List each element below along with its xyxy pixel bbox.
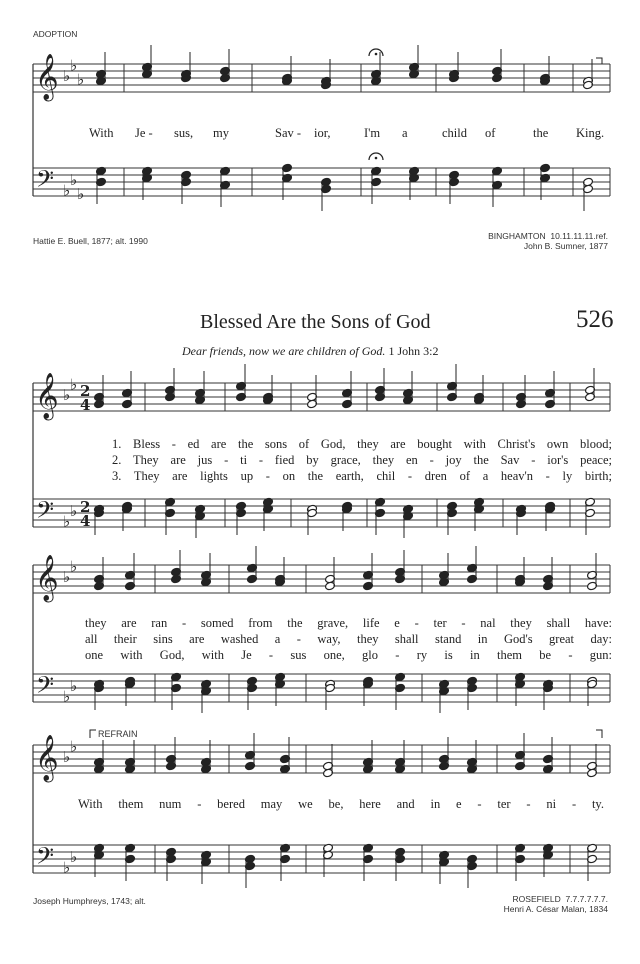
tune-name: ROSEFIELD [512,894,561,904]
treble-clef-icon: 𝄞 [35,373,59,419]
flat-icon: ♭ [63,568,71,586]
top-lyric-word: ior, [314,126,331,140]
treble-clef-icon: 𝄞 [35,54,59,100]
time-signature-bottom: 4 [80,512,91,530]
hymn-title: Blessed Are the Sons of God [200,311,431,333]
flat-icon: ♭ [77,70,85,89]
flat-icon: ♭ [63,858,71,877]
s1-verse-1: 1. Bless - ed are the sons of God, they are bought with Christ's own blood; [112,437,612,451]
flat-icon: ♭ [63,67,71,85]
top-words-credit: Hattie E. Buell, 1877; alt. 1990 [33,236,148,246]
top-lyric-word: child [442,126,467,140]
refrain-end-bracket [596,730,602,738]
bass-clef-icon: 𝄢 [36,842,55,875]
time-signature-top: 2 [80,382,91,400]
top-lyric-word: I'm [364,126,381,140]
top-composer: John B. Sumner, 1877 [523,241,608,251]
bass-clef-icon: 𝄢 [36,496,55,529]
flat-icon: ♭ [63,687,71,706]
top-tune-credit [488,231,608,251]
s2-verse-2: all their sins are washed a - way, they shall stand in God's great day: [85,632,612,646]
flat-icon: ♭ [70,502,78,520]
flat-icon: ♭ [63,386,71,404]
flat-icon: ♭ [77,185,85,203]
tune-label-adoption: ADOPTION [33,29,78,39]
flat-icon: ♭ [70,677,78,695]
flat-icon: ♭ [63,512,71,531]
bass-clef-icon: 𝄢 [36,165,55,198]
refrain-end-bracket [596,58,602,64]
tune-meter: 7.7.7.7.7.7. [565,894,608,904]
top-lyric-word: my [213,126,229,140]
top-lyric-word: King. [576,126,605,140]
top-lyric-word: of [485,126,496,140]
time-signature-top: 2 [80,498,91,516]
tune-credit [504,894,608,914]
tune-composer: Henri A. César Malan, 1834 [503,904,608,914]
epigraph-text: Dear friends, now we are children of God. [182,344,386,358]
top-lyric-word: With [89,126,114,140]
flat-icon: ♭ [70,737,78,756]
flat-icon: ♭ [63,748,71,766]
epigraph-reference: 1 John 3:2 [388,344,439,358]
refrain-label: REFRAIN [98,729,138,739]
flat-icon: ♭ [63,181,71,200]
flat-icon: ♭ [70,557,78,576]
refrain-lyric: With them num - bered may we be, here and in e - ter - ni - ty. [78,797,604,811]
flat-icon: ♭ [70,171,78,189]
top-lyric-word: the [533,126,549,140]
refrain-start-bracket [90,730,96,738]
treble-clef-icon: 𝄞 [35,735,59,781]
bass-clef-icon: 𝄢 [36,671,55,704]
s1-verse-3: 3. They are lights up - on the earth, chil - dren of a heav'n - ly birth; [112,469,612,483]
time-signature-bottom: 4 [80,396,91,414]
s2-verse-3: one with God, with Je - sus one, glo - ry is in them be - gun: [85,648,612,662]
top-lyric-word: a [402,126,408,140]
s2-verse-1: they are ran - somed from the grave, life e - ter - nal they shall have: [85,616,612,630]
top-tune-name: BINGHAMTON [488,231,546,241]
words-credit: Joseph Humphreys, 1743; alt. [33,896,146,906]
treble-clef-icon: 𝄞 [35,555,59,601]
top-lyric-word: Sav - [275,126,302,140]
flat-icon: ♭ [70,56,78,75]
fermata-dot [375,53,378,56]
fermata-dot [375,157,378,160]
top-meter: 10.11.11.11.ref. [550,231,608,241]
flat-icon: ♭ [70,848,78,866]
s1-verse-2: 2. They are jus - ti - fied by grace, they en - joy the Sav - ior's peace; [112,453,612,467]
epigraph [182,344,438,359]
top-lyric-word: Je - [135,126,153,140]
top-lyric-word: sus, [174,126,194,140]
flat-icon: ♭ [70,375,78,394]
hymn-number: 526 [576,306,614,333]
